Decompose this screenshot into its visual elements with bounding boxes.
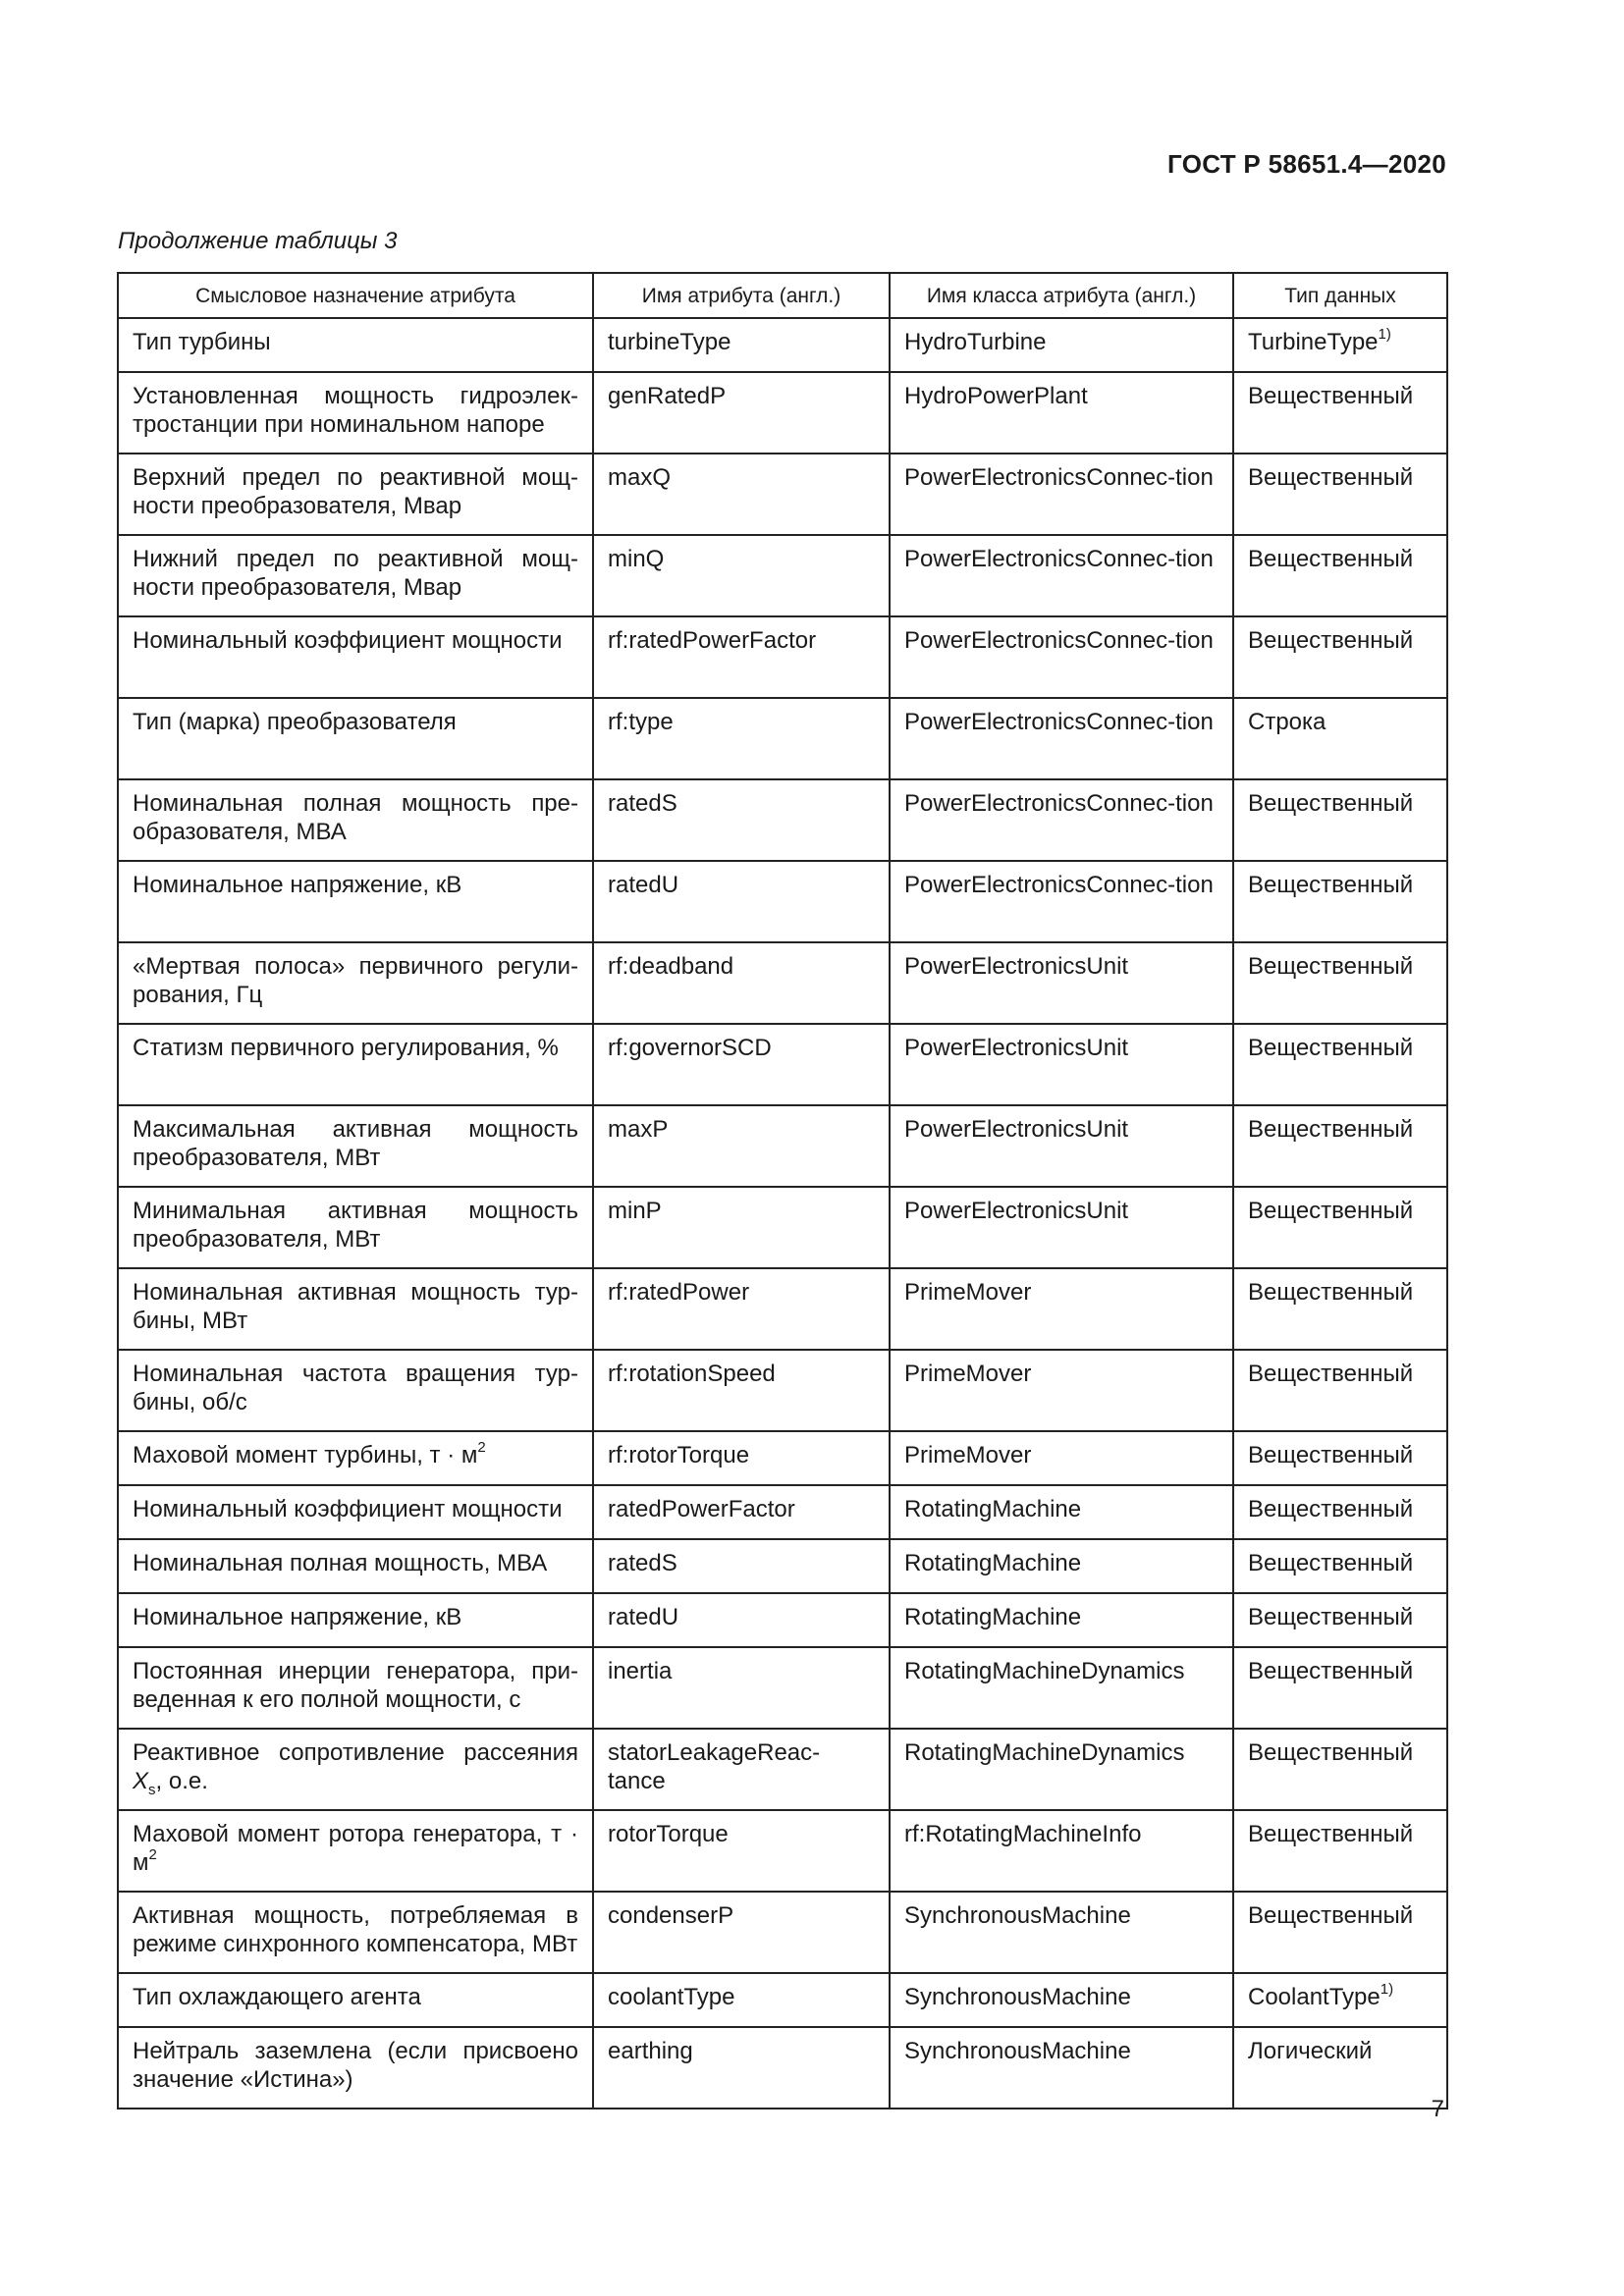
data-type-text: Вещественный <box>1248 383 1414 409</box>
cell-description <box>118 372 593 454</box>
cell-attribute-name: rf:governorSCD <box>593 1024 890 1105</box>
cell-attribute-name: inertia <box>593 1647 890 1729</box>
cell-description <box>118 1973 593 2027</box>
data-type-text: Вещественный <box>1248 1279 1414 1306</box>
cell-data-type <box>1233 942 1447 1024</box>
cell-data-type <box>1233 1485 1447 1539</box>
table-row <box>118 1892 1447 1973</box>
cell-class-name: PowerElectronicsUnit <box>890 942 1233 1024</box>
table-body <box>118 318 1447 2109</box>
cell-data-type <box>1233 1810 1447 1892</box>
table-row <box>118 616 1447 698</box>
cell-class-name: PrimeMover <box>890 1268 1233 1350</box>
superscript: 2 <box>148 1846 157 1863</box>
table-row <box>118 2027 1447 2109</box>
cell-class-name: PowerElectronicsConnec-tion <box>890 535 1233 616</box>
cell-attribute-name: ratedU <box>593 861 890 942</box>
table-row <box>118 698 1447 779</box>
description-text: Номинальное напряжение, кВ <box>133 872 462 898</box>
table-row <box>118 1431 1447 1485</box>
table-row <box>118 454 1447 535</box>
cell-attribute-name: earthing <box>593 2027 890 2109</box>
cell-class-name: RotatingMachineDynamics <box>890 1647 1233 1729</box>
data-type-text: Вещественный <box>1248 1604 1414 1630</box>
cell-data-type <box>1233 318 1447 372</box>
document-code: ГОСТ Р 58651.4—2020 <box>1167 149 1446 179</box>
table-row <box>118 535 1447 616</box>
superscript: 2 <box>477 1439 486 1456</box>
description-text: Статизм первичного регулирования, % <box>133 1035 559 1061</box>
description-text: Номинальное напряжение, кВ <box>133 1604 462 1630</box>
cell-data-type <box>1233 779 1447 861</box>
cell-class-name: PrimeMover <box>890 1431 1233 1485</box>
cell-description <box>118 2027 593 2109</box>
cell-data-type <box>1233 372 1447 454</box>
cell-description <box>118 1647 593 1729</box>
data-type-text: Вещественный <box>1248 546 1414 572</box>
cell-class-name: PowerElectronicsUnit <box>890 1024 1233 1105</box>
cell-description <box>118 1024 593 1105</box>
description-text: Минимальная активная мощность преобразователя, МВт <box>133 1198 578 1253</box>
column-header-attribute-name: Имя атрибута (англ.) <box>593 273 890 318</box>
data-type-text: Вещественный <box>1248 1821 1414 1847</box>
cell-class-name: PowerElectronicsConnec-tion <box>890 454 1233 535</box>
description-text: Номинальный коэффициент мощности <box>133 1496 563 1522</box>
cell-description <box>118 779 593 861</box>
cell-attribute-name: rf:type <box>593 698 890 779</box>
cell-description <box>118 1105 593 1187</box>
cell-description <box>118 1350 593 1431</box>
data-type-text: Вещественный <box>1248 953 1414 980</box>
table-row <box>118 1024 1447 1105</box>
description-text: Номинальный коэффициент мощности <box>133 627 563 654</box>
cell-class-name: RotatingMachine <box>890 1485 1233 1539</box>
description-text: Маховой момент турбины, т · м <box>133 1442 478 1468</box>
cell-data-type <box>1233 861 1447 942</box>
cell-attribute-name: ratedU <box>593 1593 890 1647</box>
data-type-text: Вещественный <box>1248 627 1414 654</box>
description-text: Номинальная полная мощность, МВА <box>133 1550 548 1576</box>
cell-description <box>118 1431 593 1485</box>
data-type-text: CoolantType <box>1248 1984 1380 2010</box>
cell-description <box>118 616 593 698</box>
table-row <box>118 372 1447 454</box>
table-row <box>118 1729 1447 1810</box>
cell-data-type <box>1233 1973 1447 2027</box>
cell-data-type <box>1233 1187 1447 1268</box>
cell-data-type <box>1233 1268 1447 1350</box>
table-row <box>118 942 1447 1024</box>
column-header-data-type: Тип данных <box>1233 273 1447 318</box>
variable-symbol: X <box>133 1768 149 1794</box>
cell-attribute-name: statorLeakageReac-tance <box>593 1729 890 1810</box>
cell-class-name: RotatingMachine <box>890 1593 1233 1647</box>
attributes-table <box>117 272 1448 2109</box>
table-row <box>118 1647 1447 1729</box>
cell-data-type <box>1233 1593 1447 1647</box>
table-row <box>118 1268 1447 1350</box>
cell-data-type <box>1233 535 1447 616</box>
cell-attribute-name: rf:rotationSpeed <box>593 1350 890 1431</box>
data-type-text: Вещественный <box>1248 1361 1414 1387</box>
description-text: Нейтраль заземлена (если присвоено значение «Истина») <box>133 2038 578 2093</box>
cell-class-name: PowerElectronicsUnit <box>890 1105 1233 1187</box>
cell-attribute-name: maxP <box>593 1105 890 1187</box>
cell-description <box>118 1593 593 1647</box>
data-type-text: Вещественный <box>1248 464 1414 491</box>
description-text: Постоянная инерции генератора, при-веденная к его полной мощности, с <box>133 1658 578 1713</box>
cell-class-name: SynchronousMachine <box>890 2027 1233 2109</box>
cell-class-name: PowerElectronicsUnit <box>890 1187 1233 1268</box>
cell-description <box>118 861 593 942</box>
description-text: , о.е. <box>155 1768 208 1794</box>
table-row <box>118 861 1447 942</box>
cell-description <box>118 1729 593 1810</box>
description-text: Установленная мощность гидроэлек-тростанции при номинальном напоре <box>133 383 578 438</box>
description-text: Номинальная полная мощность пре-образователя, МВА <box>133 790 578 845</box>
table-row <box>118 1539 1447 1593</box>
cell-attribute-name: minP <box>593 1187 890 1268</box>
cell-data-type <box>1233 616 1447 698</box>
cell-attribute-name: rotorTorque <box>593 1810 890 1892</box>
cell-class-name: PowerElectronicsConnec-tion <box>890 698 1233 779</box>
data-type-text: Вещественный <box>1248 872 1414 898</box>
description-text: Тип турбины <box>133 329 271 355</box>
cell-class-name: HydroTurbine <box>890 318 1233 372</box>
data-type-text: Вещественный <box>1248 1442 1414 1468</box>
table-row <box>118 1350 1447 1431</box>
data-type-text: Вещественный <box>1248 1658 1414 1684</box>
data-type-text: Вещественный <box>1248 790 1414 817</box>
description-text: Номинальная активная мощность тур-бины, МВт <box>133 1279 578 1334</box>
footnote-marker: 1) <box>1378 326 1391 343</box>
description-text: Максимальная активная мощность преобразователя, МВт <box>133 1116 578 1171</box>
cell-description <box>118 1268 593 1350</box>
data-type-text: Вещественный <box>1248 1198 1414 1224</box>
table-row <box>118 1593 1447 1647</box>
cell-class-name: RotatingMachineDynamics <box>890 1729 1233 1810</box>
cell-class-name: HydroPowerPlant <box>890 372 1233 454</box>
cell-class-name: PowerElectronicsConnec-tion <box>890 861 1233 942</box>
table-row <box>118 1973 1447 2027</box>
table-row <box>118 1485 1447 1539</box>
description-text: «Мертвая полоса» первичного регули-рования, Гц <box>133 953 578 1008</box>
cell-data-type <box>1233 1431 1447 1485</box>
cell-attribute-name: coolantType <box>593 1973 890 2027</box>
cell-class-name: PowerElectronicsConnec-tion <box>890 779 1233 861</box>
description-text: Нижний предел по реактивной мощ-ности преобразователя, Мвар <box>133 546 578 601</box>
cell-description <box>118 1892 593 1973</box>
cell-attribute-name: maxQ <box>593 454 890 535</box>
description-text: Верхний предел по реактивной мощ-ности преобразователя, Мвар <box>133 464 578 519</box>
description-text: Тип охлаждающего агента <box>133 1984 421 2010</box>
cell-attribute-name: minQ <box>593 535 890 616</box>
data-type-text: Вещественный <box>1248 1902 1414 1929</box>
cell-class-name: SynchronousMachine <box>890 1973 1233 2027</box>
cell-class-name: PrimeMover <box>890 1350 1233 1431</box>
cell-description <box>118 1187 593 1268</box>
cell-data-type <box>1233 454 1447 535</box>
table-row <box>118 1105 1447 1187</box>
cell-description <box>118 1539 593 1593</box>
footnote-marker: 1) <box>1380 1981 1394 1998</box>
cell-class-name: RotatingMachine <box>890 1539 1233 1593</box>
data-type-text: Вещественный <box>1248 1116 1414 1143</box>
cell-class-name: PowerElectronicsConnec-tion <box>890 616 1233 698</box>
table-header-row <box>118 273 1447 318</box>
table-caption: Продолжение таблицы 3 <box>118 228 398 254</box>
cell-attribute-name: rf:ratedPowerFactor <box>593 616 890 698</box>
table-row <box>118 1810 1447 1892</box>
subscript: s <box>148 1781 156 1798</box>
cell-attribute-name: rf:ratedPower <box>593 1268 890 1350</box>
cell-attribute-name: genRatedP <box>593 372 890 454</box>
cell-data-type <box>1233 1024 1447 1105</box>
cell-data-type <box>1233 1647 1447 1729</box>
cell-description <box>118 318 593 372</box>
cell-description <box>118 535 593 616</box>
data-type-text: Вещественный <box>1248 1550 1414 1576</box>
cell-attribute-name: rf:deadband <box>593 942 890 1024</box>
cell-description <box>118 454 593 535</box>
cell-description <box>118 942 593 1024</box>
column-header-description: Смысловое назначение атрибута <box>118 273 593 318</box>
table-row <box>118 1187 1447 1268</box>
cell-data-type <box>1233 1350 1447 1431</box>
cell-data-type <box>1233 1539 1447 1593</box>
cell-attribute-name: condenserP <box>593 1892 890 1973</box>
description-text: Номинальная частота вращения тур-бины, об/с <box>133 1361 578 1415</box>
description-text: Активная мощность, потребляемая в режиме синхронного компенсатора, МВт <box>133 1902 578 1957</box>
description-text: Реактивное сопротивление рассеяния <box>133 1739 578 1766</box>
table-row <box>118 779 1447 861</box>
cell-attribute-name: ratedS <box>593 779 890 861</box>
cell-data-type <box>1233 1105 1447 1187</box>
cell-data-type <box>1233 2027 1447 2109</box>
cell-attribute-name: ratedS <box>593 1539 890 1593</box>
cell-attribute-name: rf:rotorTorque <box>593 1431 890 1485</box>
description-text: Маховой момент ротора генератора, т · м <box>133 1821 578 1876</box>
cell-attribute-name: ratedPowerFactor <box>593 1485 890 1539</box>
cell-data-type <box>1233 1729 1447 1810</box>
cell-description <box>118 1810 593 1892</box>
data-type-text: Вещественный <box>1248 1496 1414 1522</box>
page-number: 7 <box>1431 2096 1444 2122</box>
cell-class-name: rf:RotatingMachineInfo <box>890 1810 1233 1892</box>
cell-data-type <box>1233 1892 1447 1973</box>
table-row <box>118 318 1447 372</box>
data-type-text: Строка <box>1248 709 1326 735</box>
data-type-text: Логический <box>1248 2038 1373 2064</box>
data-type-text: TurbineType <box>1248 329 1379 355</box>
cell-data-type <box>1233 698 1447 779</box>
data-type-text: Вещественный <box>1248 1035 1414 1061</box>
cell-description <box>118 698 593 779</box>
data-type-text: Вещественный <box>1248 1739 1414 1766</box>
cell-description <box>118 1485 593 1539</box>
cell-attribute-name: turbineType <box>593 318 890 372</box>
description-text: Тип (марка) преобразователя <box>133 709 457 735</box>
cell-class-name: SynchronousMachine <box>890 1892 1233 1973</box>
column-header-class-name: Имя класса атрибута (англ.) <box>890 273 1233 318</box>
